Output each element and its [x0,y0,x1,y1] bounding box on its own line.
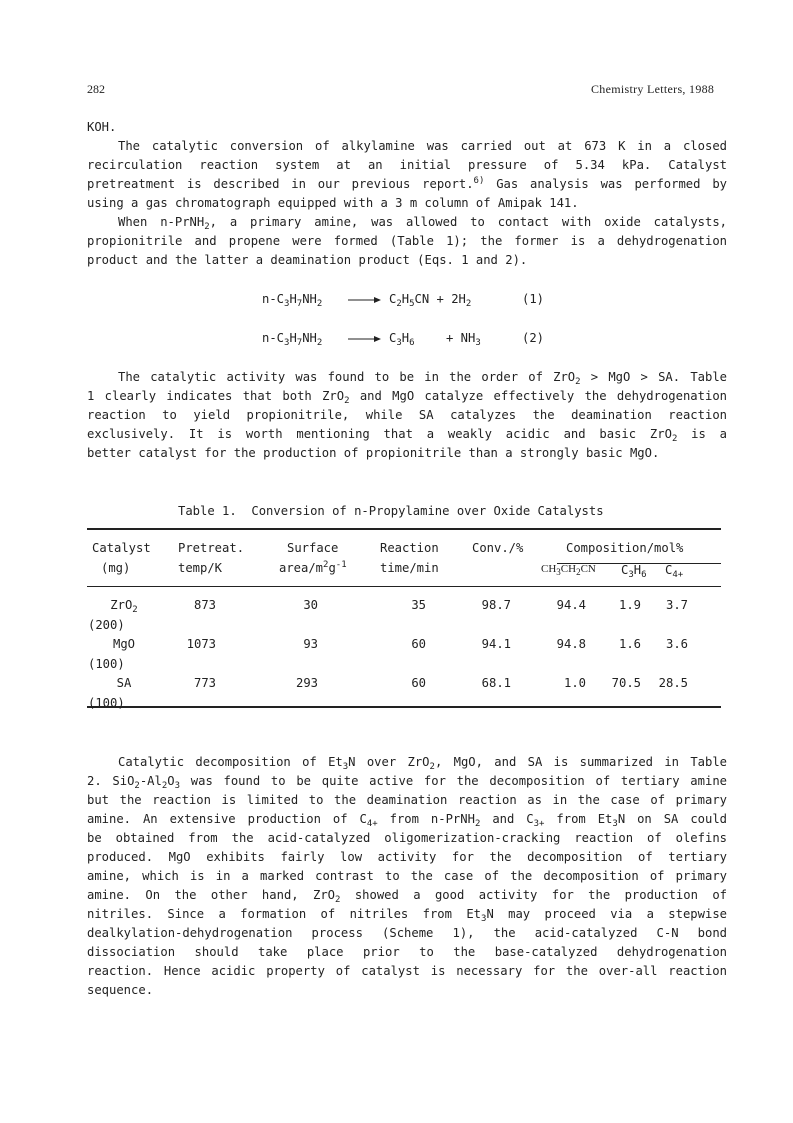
header-conversion: Conv./% [472,541,524,555]
p4-line9: nitriles. Since a formation of nitriles from $Et_3N$ may proceed via a stepwise [87,907,727,924]
header-surface-unit: area/$m^2g^{-1}$ [279,560,347,575]
equation-2-number: (2) [522,331,545,345]
p1-line1: The catalytic conversion of alkylamine was carried out at 673 K in a closed [118,139,727,153]
cell-a: 1.0 [563,676,586,690]
p4-line6: produced. MgO exhibits fairly low activity for the decomposition of tertiary [87,850,727,864]
p4-line4: amine. An extensive production of $C_{4+}$ from n-PrNH$_2$ and $C_{3+}$ from $Et_3N$ on SA could [87,812,728,829]
table-bottom-rule [87,706,721,708]
p1-line4: using a gas chromatograph equipped with a 3 m column of Amipak 141. [87,196,579,210]
reaction-arrow-1 [348,296,382,304]
p3-line4: exclusively. It is worth mentioning that a weakly acidic and basic ZrO$_2$ is a [87,427,728,444]
header-pretreat-unit: temp/K [178,561,223,575]
p4-line8: amine. On the other hand, ZrO$_2$ showed a good activity for the production of [87,888,728,905]
equation-2-ammonia: + $NH_3$ [446,331,481,348]
equation-1-products: $C_2H_5CN + 2H_2$ [389,292,472,309]
cell-conv: 68.1 [481,676,511,690]
p1-line3 [87,177,727,191]
equation-1-reactant: $n-C_3H_7NH_2$ [262,292,323,309]
header-pretreat: Pretreat. [178,541,245,555]
p4-line1: Catalytic decomposition of $Et_3N$ over ZrO$_2$, MgO, and SA is summarized in Table [118,755,728,772]
cell-surface: 293 [295,676,318,690]
equation-2-reactant: $n-C_3H_7NH_2$ [262,331,323,348]
header-propene: $C_3H_6$ [621,563,647,580]
p4-line7: amine, which is in a marked contrast to the case of the decomposition of primary [87,869,727,883]
header-c4plus: $C_{4+}$ [665,563,684,580]
cell-c: 3.7 [665,598,688,612]
p2-line1: When n-PrNH$_2$, a primary amine, was allowed to contact with oxide catalysts, [118,215,728,232]
equation-1-number: (1) [522,292,545,306]
p3-line1: The catalytic activity was found to be in the order of ZrO$_2$ > MgO > SA. Table [118,370,728,387]
reaction-arrow-2 [348,335,382,343]
cell-c: 3.6 [665,637,688,651]
header-propionitrile: $CH_3CH_2CN$ [541,563,596,577]
table-caption: Table 1. Conversion of n-Propylamine over Oxide Catalysts [178,504,604,518]
p3-line3: reaction to yield propionitrile, while SA catalyzes the deamination reaction [87,408,727,422]
cell-a: 94.4 [556,598,586,612]
header-reaction: Reaction [380,541,439,555]
cell-pretreat: 873 [193,598,216,612]
header-composition: Composition/mol% [566,541,684,555]
p2-line3: product and the latter a deamination product (Eqs. 1 and 2). [87,253,528,267]
cell-b: 70.5 [611,676,641,690]
p1-line2: recirculation reaction system at an initial pressure of 5.34 kPa. Catalyst [87,158,727,172]
header-catalyst: Catalyst [92,541,151,555]
p4-line11: dissociation should take place prior to the base-catalyzed dehydrogenation [87,945,727,959]
p4-line3: but the reaction is limited to the deamination reaction as in the case of primary [87,793,727,807]
p3-line5: better catalyst for the production of propionitrile than a strongly basic MgO. [87,446,660,460]
cell-conv: 94.1 [481,637,511,651]
cell-time: 60 [411,676,426,690]
cell-b: 1.9 [618,598,641,612]
p3-line2: 1 clearly indicates that both ZrO$_2$ and MgO catalyze effectively the dehydrogenation [87,389,727,406]
cell-catalyst: SA [116,676,132,690]
p4-line2: 2. $SiO_2-Al_2O_3$ was found to be quite active for the decomposition of tertiary amine [87,774,727,791]
p2-line1-b: , a primary amine, was allowed to contact with oxide catalysts, [209,215,728,229]
journal-header: Chemistry Letters, 1988 [591,82,715,96]
cell-c: 28.5 [658,676,688,690]
header-surface: Surface [287,541,339,555]
cell-surface: 93 [303,637,318,651]
page-number: 282 [87,82,105,96]
cell-mass: (200) [88,618,125,632]
p4-line12: reaction. Hence acidic property of catalyst is necessary for the over-all reaction [87,964,727,978]
text-koh: KOH. [87,120,117,134]
cell-b: 1.6 [618,637,641,651]
cell-mass: (100) [88,657,125,671]
p2-line1-a: When n-PrNH [118,215,205,229]
cell-catalyst: ZrO$_2$ [110,598,138,615]
p1-line3-text: pretreatment is described in our previous report. [87,177,474,191]
header-catalyst-unit: (mg) [101,561,131,575]
cell-conv: 98.7 [481,598,511,612]
reference-6: 6) [473,176,485,186]
cell-surface: 30 [303,598,318,612]
p2-line2: propionitrile and propene were formed (Table 1); the former is a dehydrogenation [87,234,727,248]
table-top-rule [87,528,721,530]
cell-a: 94.8 [556,637,586,651]
cell-catalyst: MgO [112,637,135,651]
p4-line5: be obtained from the acid-catalyzed oligomerization-cracking reaction of olefins [87,831,727,845]
cell-pretreat: 1073 [186,637,216,651]
equation-2-products: $C_3H_6$ [389,331,415,348]
cell-time: 35 [411,598,426,612]
cell-time: 60 [411,637,426,651]
cell-pretreat: 773 [193,676,216,690]
p4-line13: sequence. [87,983,154,997]
cell-mass: (100) [88,696,125,710]
p4-line10: dealkylation-dehydrogenation process (Scheme 1), the acid-catalyzed C-N bond [87,926,727,940]
header-reaction-unit: time/min [380,561,439,575]
p1-line3-tail: Gas analysis was performed by [484,177,727,191]
table-header-rule [87,586,721,587]
